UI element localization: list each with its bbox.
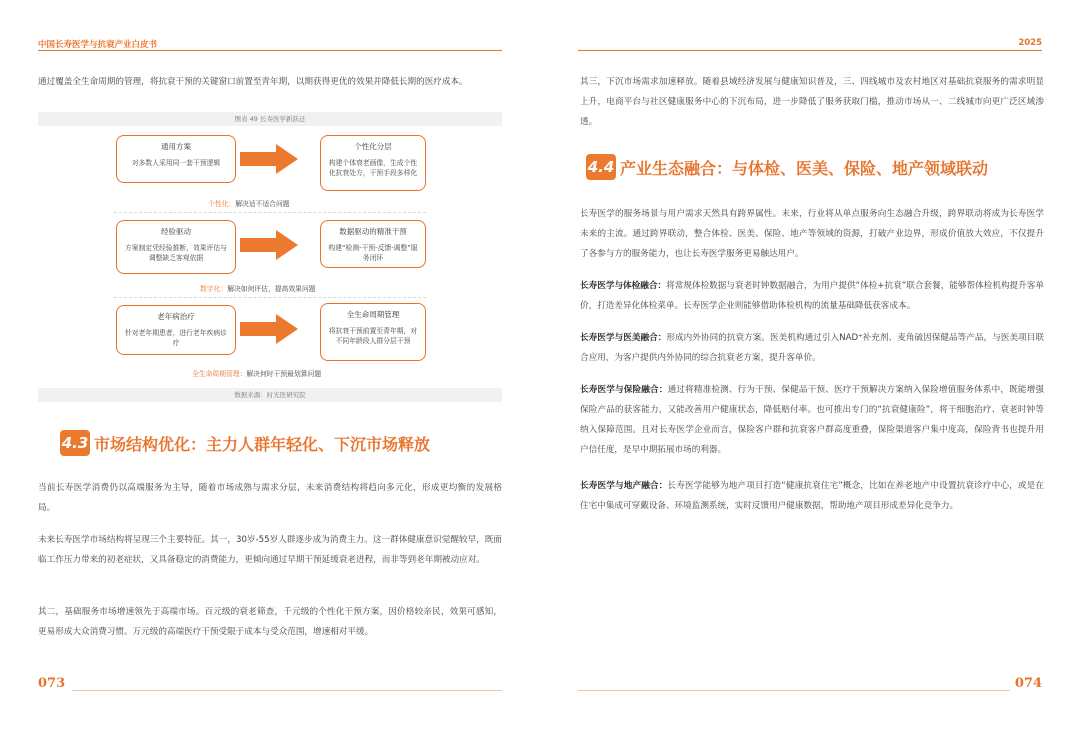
figure-box-experience xyxy=(116,220,236,274)
box-desc: 针对老年期患者，进行老年疾病诊疗 xyxy=(125,329,227,347)
section-heading xyxy=(586,154,988,180)
body-paragraph: 其二，基础服务市场增速领先于高端市场。百元级的衰老筛查，千元级的个性化干预方案，因价格较亲民，效果可感知，更易形成大众消费习惯。万元级的高端医疗干预受限于成本与受众范围，增速相对平缓。 xyxy=(38,607,502,637)
section-number-badge: 4.4 xyxy=(586,154,616,180)
right-page xyxy=(540,0,1080,732)
right-arrow-icon xyxy=(240,144,300,174)
box-desc: 方案制定凭经验推断，效果评估与调整缺乏客观依据 xyxy=(125,244,227,262)
paragraph-lead: 长寿医学与体检融合： xyxy=(580,281,667,291)
box-title: 个性化分层 xyxy=(354,142,392,151)
box-desc: 构建“检测-干预-反馈-调整”服务闭环 xyxy=(328,244,418,262)
label-text: 解决何时干预最划算问题 xyxy=(246,370,322,378)
label-text: 解决适不适合问题 xyxy=(235,200,290,208)
figure-box-lifecycle xyxy=(320,303,426,361)
body-paragraph xyxy=(580,276,1044,316)
label-key: 数字化： xyxy=(200,285,228,293)
intro-paragraph: 通过覆盖全生命周期的管理，将抗衰干预的关键窗口前置至青年期，以期获得更优的效果并降低长期的医疗成本。 xyxy=(38,77,468,87)
figure-caption: 图表 49 长寿医学新跃迁 xyxy=(38,112,502,126)
figure-box-data-driven xyxy=(320,220,426,268)
section-heading xyxy=(60,430,430,456)
body-paragraph xyxy=(580,476,1044,516)
box-desc: 将抗衰干预前置至青年期，对不同年龄段人群分层干预 xyxy=(328,327,418,345)
paragraph-lead: 长寿医学与地产融合： xyxy=(580,481,668,491)
body-paragraph: 当前长寿医学消费仍以高端服务为主导，随着市场成熟与需求分层，未来消费结构将趋向多元化，形成更均衡的发展格局。 xyxy=(38,483,502,513)
body-paragraph: 未来长寿医学市场结构将呈现三个主要特征。其一，30岁-55岁人群逐步成为消费主力。这一群体健康意识觉醒较早，既面临工作压力带来的初老症状，又具备稳定的消费能力，更倾向通过早期干预延缓衰老进程，而非等到老年期被动应对。 xyxy=(38,535,502,565)
box-title: 全生命周期管理 xyxy=(346,310,400,319)
box-title: 数据驱动的精准干预 xyxy=(339,227,407,236)
figure-label-digitalization xyxy=(200,283,316,293)
paragraph-text: 形成内外协同的抗衰方案。医美机构通过引入NAD⁺补充剂、麦角硫因保健品等产品，与医美项目联合应用，为客户提供内外协同的综合抗衰老方案，提升客单价。 xyxy=(580,333,1044,363)
box-desc: 构建个体衰老画像，生成个性化抗衰处方，干预手段多样化 xyxy=(328,159,418,177)
body-paragraph xyxy=(580,204,1044,264)
running-header: 2025 xyxy=(1018,38,1042,48)
box-title: 经验驱动 xyxy=(161,227,191,236)
body-paragraph xyxy=(580,380,1044,460)
figure-divider xyxy=(114,212,426,213)
footer-rule xyxy=(578,690,1010,691)
figure-box-general-plan xyxy=(116,135,236,183)
running-header: 中国长寿医学与抗衰产业白皮书 xyxy=(38,40,158,50)
label-key: 全生命周期管理： xyxy=(192,370,247,378)
section-title: 市场结构优化：主力人群年轻化、下沉市场释放 xyxy=(94,434,431,454)
intro-paragraph: 其三，下沉市场需求加速释放。随着县域经济发展与健康知识普及，三、四线城市及农村地区对基础抗衰服务的需求明显上升，电商平台与社区健康服务中心的下沉布局，进一步降低了服务获取门槛，推动市场从一、二线城市向更广泛区域渗透。 xyxy=(580,77,1044,127)
figure-source: 数据来源：时光医研究院 xyxy=(38,388,502,402)
box-title: 通用方案 xyxy=(161,142,191,151)
section-number-badge: 4.3 xyxy=(60,430,90,456)
figure-label-lifecycle xyxy=(192,368,321,378)
right-arrow-icon xyxy=(240,230,300,260)
label-text: 解决如何评估，提高效果问题 xyxy=(227,285,316,293)
box-desc: 对多数人采用同一套干预逻辑 xyxy=(131,159,221,167)
paragraph-text: 将常规体检数据与衰老时钟数据融合，为用户提供“体检+抗衰”联合套餐，能够帮体检机构提升客单价，打造差异化体检菜单。长寿医学企业则能够借助体检机构的流量基础降低获客成本。 xyxy=(580,281,1044,311)
figure-label-personalization xyxy=(208,198,290,208)
paragraph-lead: 长寿医学与医美融合： xyxy=(580,333,667,343)
right-arrow-icon xyxy=(240,314,300,344)
paragraph-text: 长寿医学能够为地产项目打造“健康抗衰住宅”概念，比如在养老地产中设置抗衰诊疗中心，或是在住宅中集成可穿戴设备、环境监测系统，实时反馈用户健康数据，帮助地产项目形成差异化竞争力。 xyxy=(580,481,1044,511)
body-paragraph xyxy=(580,328,1044,368)
section-title: 产业生态融合：与体检、医美、保险、地产领域联动 xyxy=(620,158,989,178)
figure-divider xyxy=(114,297,426,298)
figure-box-personalized xyxy=(320,135,426,191)
header-rule xyxy=(38,50,502,51)
paragraph-lead: 长寿医学与保险融合： xyxy=(580,385,668,395)
figure-box-geriatric xyxy=(116,305,236,355)
header-rule xyxy=(578,50,1042,51)
page-number: 074 xyxy=(1014,676,1042,691)
paragraph-text: 通过将精准检测、行为干预、保健品干预、医疗干预解决方案纳入保险增值服务体系中，既能增强保险产品的获客能力，又能改善用户健康状态，降低赔付率。也可推出专门的“抗衰健康险”，将干细胞治疗、衰老时钟等纳入保障范围。且对长寿医学企业而言，保险客户群和抗衰客户群高度重叠，保险渠道客户集中度高，保险背书也提升用户信任度，是早中期拓展市场的利器。 xyxy=(580,385,1044,455)
page-number: 073 xyxy=(38,676,66,691)
footer-rule xyxy=(72,690,502,691)
box-title: 老年病治疗 xyxy=(157,312,195,321)
paragraph-text: 长寿医学的服务场景与用户需求天然具有跨界属性。未来，行业将从单点服务向生态融合升级，跨界联动将成为长寿医学未来的主流。通过跨界联动，整合体检、医美、保险、地产等领域的资源，打破产业边界，形成价值放大效应，不仅提升了各参与方的服务能力，也让长寿医学服务更易触达用户。 xyxy=(580,209,1044,259)
label-key: 个性化： xyxy=(208,200,236,208)
